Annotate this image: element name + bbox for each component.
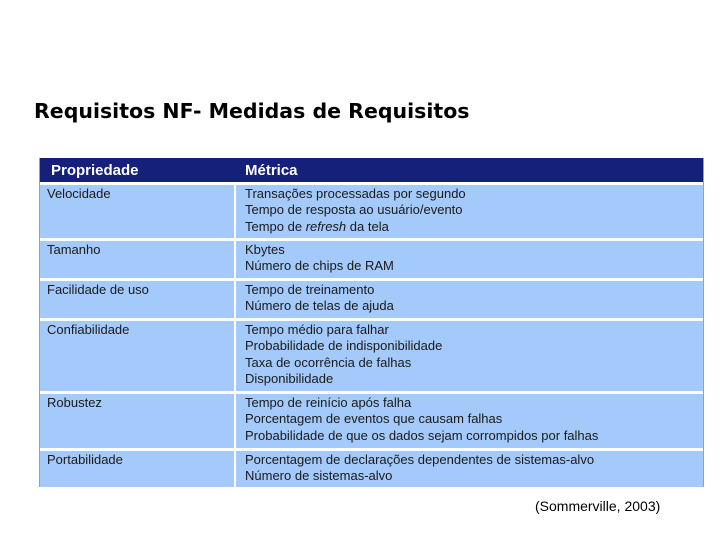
metric-item: Número de telas de ajuda [245,298,394,314]
metrics-table [39,158,704,487]
metrics-cell [245,242,394,275]
metric-item: Número de sistemas-alvo [245,468,393,484]
metric-item: Kbytes [245,242,285,257]
metric-item: Tempo médio para falhar [245,322,389,337]
citation: (Sommerville, 2003) [535,498,661,514]
metrics-cell [245,395,598,444]
table-row [40,448,703,487]
metric-item: Tempo de treinamento [245,282,375,297]
table-row [40,182,703,238]
metric-item: Tempo de refresh da tela [245,218,389,234]
slide-title: Requisitos NF- Medidas de Requisitos [34,99,470,123]
table-header [40,158,703,182]
metrics-cell [245,186,466,235]
metrics-cell [245,452,594,485]
metric-item: Probabilidade de que os dados sejam corrompidos por falhas [245,427,599,443]
metric-item: Porcentagem de declarações dependentes de sistemas-alvo [245,452,595,467]
table-row [40,238,703,278]
metric-item: Tempo de reinício após falha [245,395,412,410]
property-cell: Tamanho [47,242,101,257]
property-cell: Portabilidade [47,452,123,467]
metric-item: Número de chips de RAM [245,258,394,274]
metric-item: Porcentagem de eventos que causam falhas [245,411,503,427]
property-cell: Robustez [47,395,102,410]
metrics-cell [245,322,442,388]
header-propriedade: Propriedade [51,162,139,179]
table-row [40,318,703,391]
metric-item: Tempo de resposta ao usuário/evento [245,202,463,218]
property-cell: Confiabilidade [47,322,130,337]
metric-item: Probabilidade de indisponibilidade [245,338,443,354]
table-row [40,278,703,318]
table-row [40,391,703,448]
property-cell: Velocidade [47,186,111,201]
property-cell: Facilidade de uso [47,282,149,297]
header-metrica: Métrica [245,162,298,179]
metrics-cell [245,282,394,315]
metric-item: Disponibilidade [245,371,334,387]
metric-item: Taxa de ocorrência de falhas [245,354,412,370]
metric-item: Transações processadas por segundo [245,186,466,201]
